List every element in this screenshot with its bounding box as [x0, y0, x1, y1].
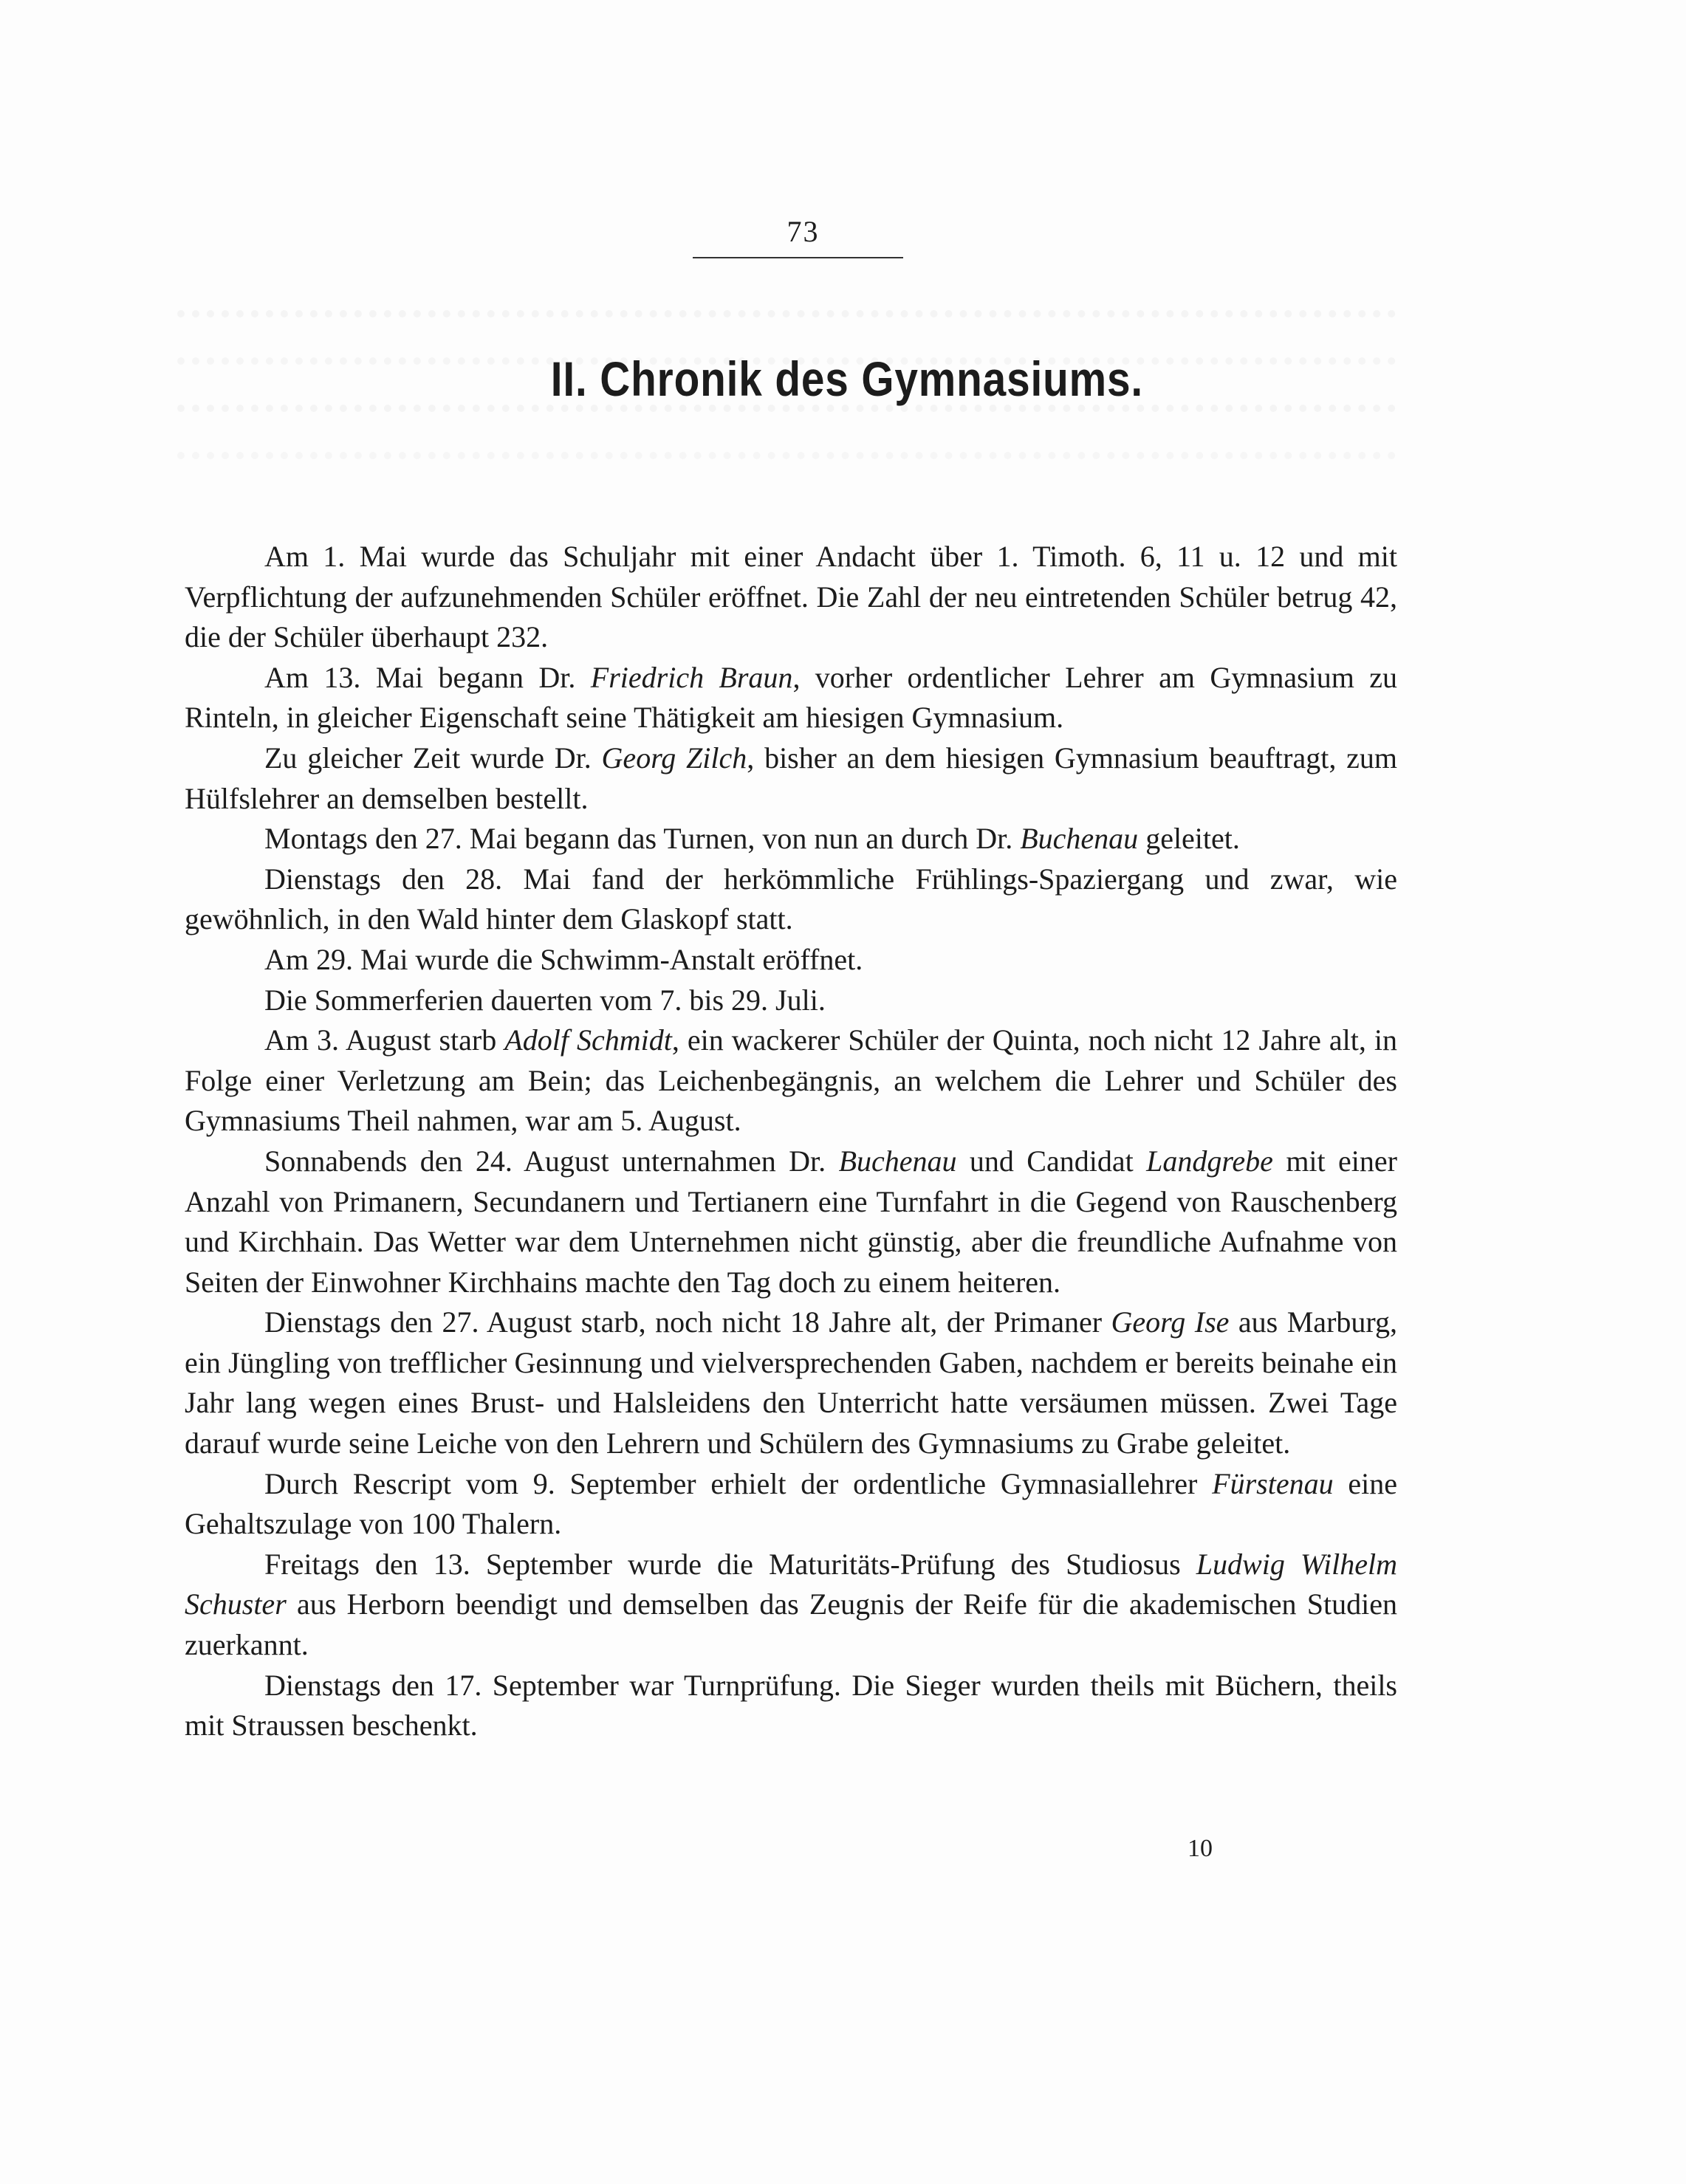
header-rule: [693, 257, 903, 258]
entry-text: eine Gehaltszulage von 100 Thalern.: [185, 1466, 1398, 1541]
entry-text: Sonnabends den 24. August unternahmen Dr.: [264, 1144, 839, 1178]
entry-text: Dienstags den 17. September war Turnprüfung. Die Sieger wurden theils mit Büchern, theils mit Straussen beschenkt.: [185, 1668, 1397, 1742]
person-name: Fürstenau: [1212, 1466, 1334, 1500]
chronicle-entry: [185, 1302, 1397, 1463]
chronicle-entry: [185, 859, 1397, 940]
entry-text: Die Sommerferien dauerten vom 7. bis 29. Juli.: [264, 983, 826, 1017]
entry-text: Montags den 27. Mai begann das Turnen, von nun an durch Dr.: [264, 822, 1021, 856]
entry-text: Am 29. Mai wurde die Schwimm-Anstalt eröffnet.: [264, 942, 863, 976]
chronicle-entry: [185, 819, 1397, 859]
person-name: Landgrebe: [1146, 1144, 1273, 1178]
entry-text: Zu gleicher Zeit wurde Dr.: [264, 741, 602, 775]
person-name: Buchenau: [838, 1144, 957, 1178]
chronicle-entry: [185, 1464, 1397, 1545]
chronicle-entry: [185, 1141, 1397, 1302]
entry-text: , ein wackerer Schüler der Quinta, noch nicht 12 Jahre alt, in Folge einer Verletzung am Bein; das Leichenbegängnis, an welchem die Lehrer und Schüler des Gymnasiums Theil nahmen, war am 5. August.: [185, 1023, 1398, 1138]
entry-text: Dienstags den 27. August starb, noch nicht 18 Jahre alt, der Primaner: [264, 1305, 1111, 1339]
entry-text: Dienstags den 28. Mai fand der herkömmliche Frühlings-Spaziergang und zwar, wie gewöhnlich, in den Wald hinter dem Glaskopf statt.: [185, 862, 1397, 936]
entry-text: , vorher ordentlicher Lehrer am Gymnasium zu Rinteln, in gleicher Eigenschaft seine Thätigkeit am hiesigen Gymnasium.: [185, 660, 1397, 735]
entry-text: und Candidat: [956, 1144, 1147, 1178]
entry-text: Am 3. August starb: [264, 1023, 505, 1057]
person-name: Georg Ise: [1111, 1305, 1230, 1339]
chronicle-entry: [185, 738, 1397, 819]
person-name: Adolf Schmidt: [504, 1023, 672, 1057]
chronicle-entry: [185, 940, 1397, 981]
entry-text: , bisher an dem hiesigen Gymnasium beauftragt, zum Hülfslehrer an demselben bestellt.: [185, 741, 1397, 815]
person-name: Georg Zilch: [601, 741, 747, 775]
page-number: 73: [787, 215, 820, 248]
chronicle-entry: [185, 1666, 1397, 1746]
signature-mark: 10: [1188, 1835, 1213, 1862]
entry-text: geleitet.: [1138, 822, 1240, 856]
person-name: Friedrich Braun: [590, 660, 793, 694]
section-heading: II. Chronik des Gymnasiums.: [550, 351, 1144, 406]
entry-text: Freitags den 13. September wurde die Maturitäts-Prüfung des Studiosus: [264, 1547, 1196, 1581]
person-name: Ludwig Wilhelm Schuster: [185, 1547, 1397, 1621]
chronicle-entry: [185, 537, 1397, 658]
entry-text: Am 1. Mai wurde das Schuljahr mit einer Andacht über 1. Timoth. 6, 11 u. 12 und mit Verpflichtung der aufzunehmenden Schüler eröffnet. Die Zahl der neu eintretenden Schüler betrug 42, die der Schüler überhaupt 232.: [185, 540, 1397, 654]
chronicle-entry: [185, 981, 1397, 1021]
chronicle-entry: [185, 1545, 1397, 1666]
chronicle-entry: [185, 1020, 1397, 1141]
entry-text: Am 13. Mai begann Dr.: [264, 660, 591, 694]
entry-text: mit einer Anzahl von Primanern, Secundanern und Tertianern eine Turnfahrt in die Gegend von Rauschenberg und Kirchhain. Das Wetter war dem Unternehmen nicht günstig, aber die freundliche Aufnahme von Seiten der Einwohner Kirchhains machte den Tag doch zu einem heiteren.: [185, 1144, 1397, 1299]
entry-text: Durch Rescript vom 9. September erhielt der ordentliche Gymnasiallehrer: [264, 1466, 1213, 1500]
entry-text: aus Herborn beendigt und demselben das Zeugnis der Reife für die akademischen Studien zuerkannt.: [185, 1587, 1397, 1662]
chronicle-text: [185, 537, 1397, 1746]
chronicle-entry: [185, 658, 1397, 738]
entry-text: aus Marburg, ein Jüngling von trefflicher Gesinnung und vielversprechenden Gaben, nachdem er bereits beinahe ein Jahr lang wegen eines Brust- und Halsleidens den Unterricht hatte versäumen müssen. Zwei Tage darauf wurde seine Leiche von den Lehrern und Schülern des Gymnasiums zu Grabe geleitet.: [185, 1305, 1397, 1460]
person-name: Buchenau: [1020, 822, 1139, 856]
